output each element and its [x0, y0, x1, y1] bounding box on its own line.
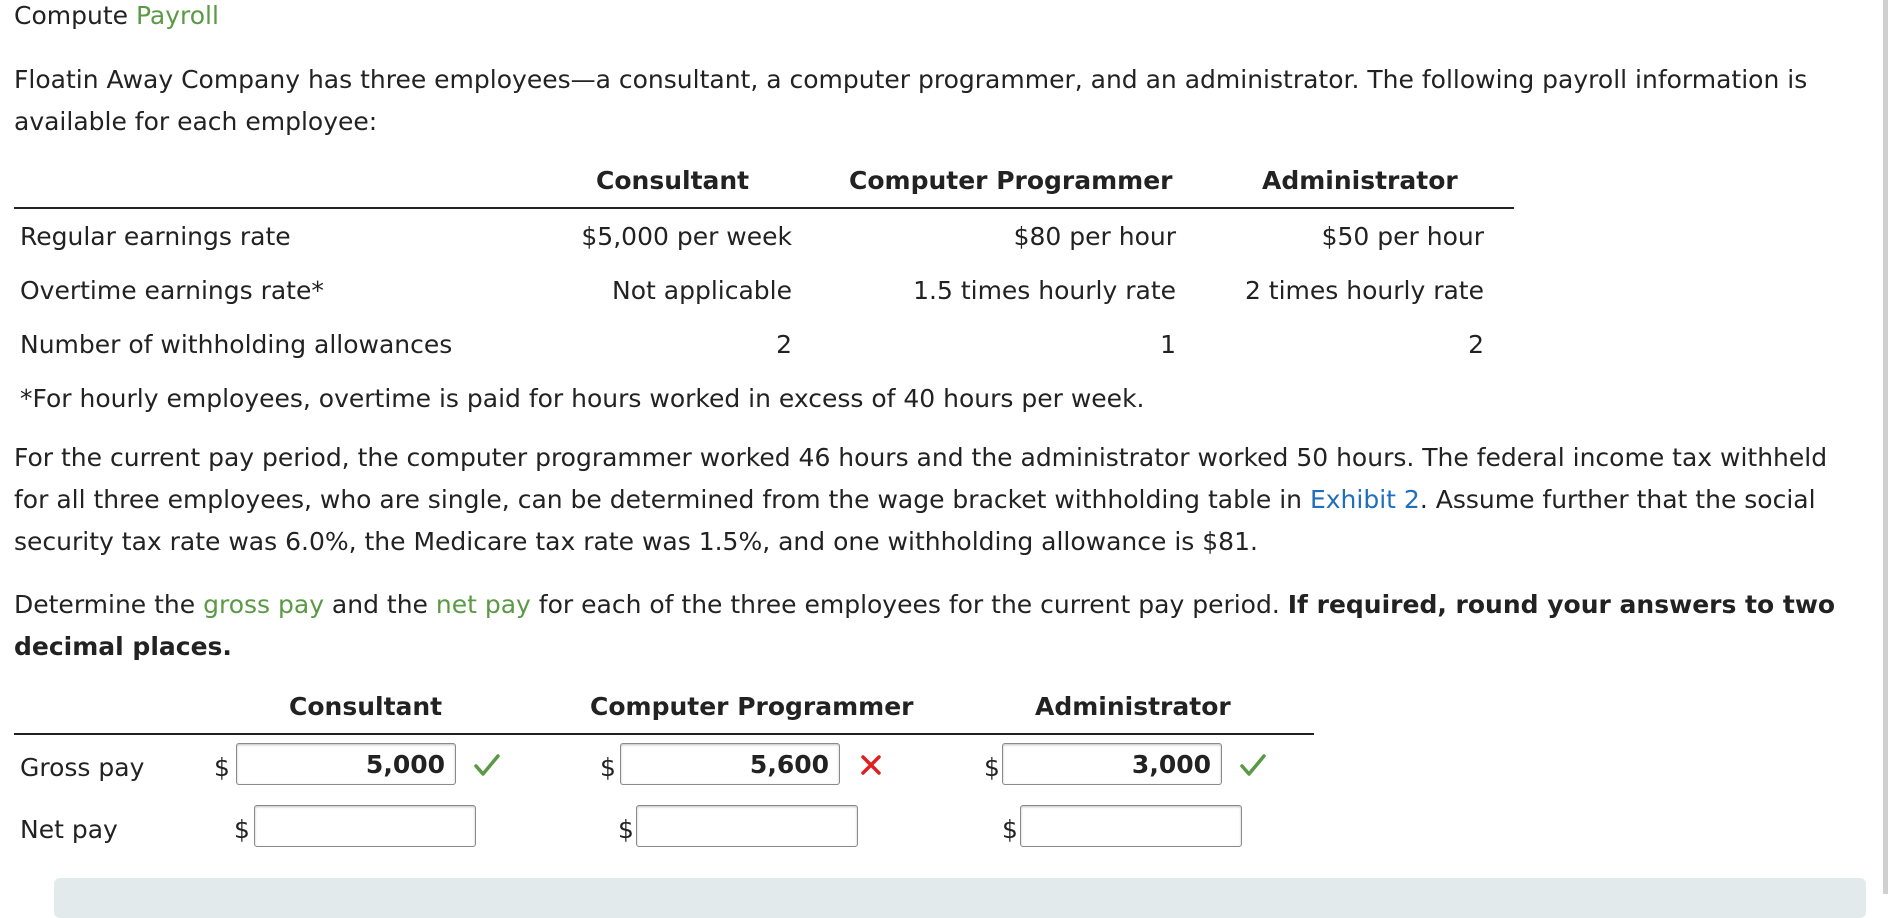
- answer-header-rule: [14, 733, 1314, 735]
- currency-symbol: $: [600, 753, 616, 782]
- net-pay-consultant-input[interactable]: [254, 805, 476, 847]
- answer-header-consultant: Consultant: [289, 692, 443, 721]
- currency-symbol: $: [984, 753, 1000, 782]
- info-header-programmer: Computer Programmer: [849, 166, 1173, 195]
- check-icon: [472, 750, 502, 780]
- answer-header-administrator: Administrator: [1035, 692, 1231, 721]
- cell-programmer: 1: [1160, 330, 1176, 359]
- scrollbar[interactable]: [1883, 0, 1888, 894]
- table-row: [14, 324, 1514, 378]
- answer-header-programmer: Computer Programmer: [590, 692, 914, 721]
- currency-symbol: $: [1002, 815, 1018, 844]
- net-pay-keyword[interactable]: net pay: [435, 590, 531, 619]
- rounding-instruction: If required, round your answers to two decimal places.: [14, 590, 1836, 661]
- instructions-text-1: For the current pay period, the computer programmer worked 46 hours and the administrator worked 50 hours. The federal income tax withheld for all three employees, who are single, can be determined from the wage bracket withholding table in: [14, 443, 1828, 514]
- cell-consultant: 2: [776, 330, 792, 359]
- row-label: Number of withholding allowances: [20, 330, 453, 359]
- instructions-text-2: . Assume further that the social security tax rate was 6.0%, the Medicare tax rate was 1.5%, and one withholding allowance is $81.: [14, 485, 1816, 556]
- currency-symbol: $: [214, 753, 230, 782]
- task-text-3: for each of the three employees for the current pay period.: [530, 590, 1288, 619]
- cell-administrator: $50 per hour: [1321, 222, 1484, 251]
- info-header-administrator: Administrator: [1262, 166, 1458, 195]
- gross-pay-consultant-input[interactable]: [236, 743, 456, 785]
- gross-pay-label: Gross pay: [20, 753, 145, 782]
- table-row: [14, 216, 1514, 270]
- gross-pay-administrator-input[interactable]: [1002, 743, 1222, 785]
- bottom-panel: [54, 878, 1866, 918]
- intro-paragraph: Floatin Away Company has three employees—a consultant, a computer programmer, and an administrator. The following payroll information is available for each employee:: [14, 65, 1808, 136]
- gross-pay-programmer-input[interactable]: [620, 743, 840, 785]
- table-row: [14, 270, 1514, 324]
- currency-symbol: $: [234, 815, 250, 844]
- title-link-payroll[interactable]: Payroll: [135, 1, 219, 30]
- cell-programmer: $80 per hour: [1013, 222, 1176, 251]
- check-icon: [1238, 750, 1268, 780]
- task-text-1: Determine the: [14, 590, 204, 619]
- net-pay-label: Net pay: [20, 815, 118, 844]
- title-prefix: Compute: [14, 1, 129, 30]
- cell-administrator: 2: [1468, 330, 1484, 359]
- cell-consultant: $5,000 per week: [581, 222, 792, 251]
- gross-pay-keyword[interactable]: gross pay: [203, 590, 324, 619]
- info-header-consultant: Consultant: [596, 166, 750, 195]
- task-paragraph: [14, 584, 1854, 668]
- cell-programmer: 1.5 times hourly rate: [913, 276, 1176, 305]
- cell-administrator: 2 times hourly rate: [1244, 276, 1484, 305]
- x-icon: [856, 750, 886, 780]
- exhibit-2-link[interactable]: Exhibit 2: [1309, 485, 1420, 514]
- net-pay-programmer-input[interactable]: [636, 805, 858, 847]
- page-title: [14, 0, 219, 37]
- info-header-rule: [14, 207, 1514, 209]
- row-label: Overtime earnings rate*: [20, 276, 324, 305]
- instructions-paragraph: [14, 437, 1854, 563]
- net-pay-administrator-input[interactable]: [1020, 805, 1242, 847]
- overtime-footnote: *For hourly employees, overtime is paid for hours worked in excess of 40 hours per week.: [20, 384, 1145, 413]
- currency-symbol: $: [618, 815, 634, 844]
- cell-consultant: Not applicable: [612, 276, 792, 305]
- task-text-2: and the: [323, 590, 436, 619]
- row-label: Regular earnings rate: [20, 222, 291, 251]
